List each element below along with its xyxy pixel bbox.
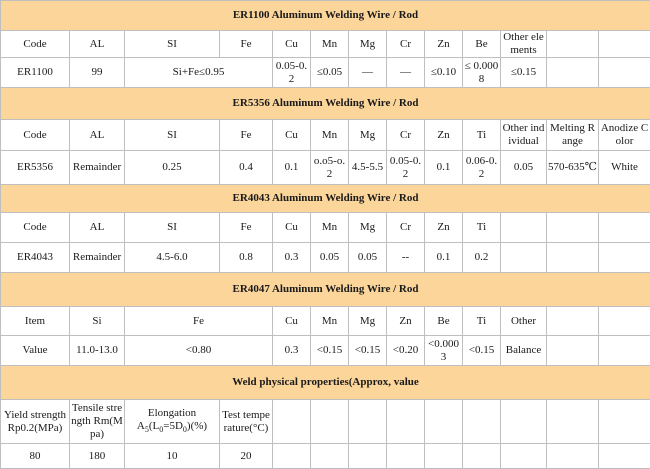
header-cell: Mg [349, 213, 387, 243]
value-cell: 0.05 [311, 243, 349, 273]
value-cell: Value [1, 336, 70, 366]
header-cell: AL [70, 120, 125, 151]
empty-cell [547, 243, 599, 273]
value-cell: 0.4 [220, 151, 273, 185]
header-cell: Mg [349, 120, 387, 151]
header-cell: Fe [220, 213, 273, 243]
weld-value-row [1, 444, 650, 469]
value-cell: 80 [1, 444, 70, 469]
header-cell: Other individual [501, 120, 547, 151]
er5356-section-title: ER5356 Aluminum Welding Wire / Rod [1, 88, 650, 120]
er1100-value-row [1, 58, 650, 88]
er4047-header-row [1, 307, 650, 336]
header-cell elongation-header [125, 400, 220, 444]
empty-cell [463, 400, 501, 444]
header-cell: Cr [387, 31, 425, 58]
empty-cell [547, 444, 599, 469]
header-cell: Fe [220, 120, 273, 151]
value-cell: 99 [70, 58, 125, 88]
empty-cell [273, 400, 311, 444]
header-cell: Mn [311, 120, 349, 151]
header-cell: SI [125, 31, 220, 58]
elongation-formula: $A_5(L_0=5D_0)(\%)$ [137, 420, 207, 432]
value-cell: -- [387, 243, 425, 273]
empty-cell [599, 213, 650, 243]
header-cell: Code [1, 120, 70, 151]
header-cell: Cu [273, 120, 311, 151]
header-cell: Code [1, 213, 70, 243]
empty-cell [547, 307, 599, 336]
header-cell: Be [425, 307, 463, 336]
empty-cell [547, 58, 599, 88]
header-cell: Mg [349, 307, 387, 336]
value-cell: — [387, 58, 425, 88]
value-cell: 20 [220, 444, 273, 469]
weld-title-row [1, 366, 650, 400]
value-cell: <0.15 [349, 336, 387, 366]
empty-cell [599, 400, 650, 444]
value-cell: <0.15 [463, 336, 501, 366]
header-cell: Zn [425, 213, 463, 243]
empty-cell [349, 400, 387, 444]
er4043-title-row [1, 185, 650, 213]
er5356-header-row [1, 120, 650, 151]
value-cell: 0.1 [273, 151, 311, 185]
header-cell: Zn [425, 31, 463, 58]
value-cell: Remainder [70, 243, 125, 273]
value-cell: White [599, 151, 650, 185]
empty-cell [311, 444, 349, 469]
header-cell: Zn [425, 120, 463, 151]
value-cell: 0.3 [273, 243, 311, 273]
header-cell: Cr [387, 120, 425, 151]
er1100-section-title: ER1100 Aluminum Welding Wire / Rod [1, 1, 650, 31]
empty-cell [547, 213, 599, 243]
header-cell: SI [125, 120, 220, 151]
header-cell: Si [70, 307, 125, 336]
value-cell: — [349, 58, 387, 88]
header-cell: Tensile strength Rm(Mpa) [70, 400, 125, 444]
value-cell: ≤0.15 [501, 58, 547, 88]
header-cell: Zn [387, 307, 425, 336]
header-cell: Be [463, 31, 501, 58]
value-cell: 4.5-5.5 [349, 151, 387, 185]
header-cell: Cu [273, 213, 311, 243]
header-cell: Other [501, 307, 547, 336]
empty-cell [547, 336, 599, 366]
value-cell: <0.15 [311, 336, 349, 366]
header-cell: Mn [311, 213, 349, 243]
weld-section-title: Weld physical properties(Approx, value [1, 366, 650, 400]
value-cell: 0.05 [501, 151, 547, 185]
empty-cell [463, 444, 501, 469]
empty-cell [599, 444, 650, 469]
header-cell: Test temperature(°C) [220, 400, 273, 444]
er4043-value-row [1, 243, 650, 273]
er5356-title-row [1, 88, 650, 120]
value-cell: 0.05 [349, 243, 387, 273]
header-cell: Yield strength Rp0.2(MPa) [1, 400, 70, 444]
header-cell: Code [1, 31, 70, 58]
empty-cell [501, 243, 547, 273]
value-cell: 180 [70, 444, 125, 469]
value-cell: 0.05-0.2 [387, 151, 425, 185]
empty-cell [387, 444, 425, 469]
value-cell: 4.5-6.0 [125, 243, 220, 273]
value-cell: 10 [125, 444, 220, 469]
value-cell: <0.0003 [425, 336, 463, 366]
empty-cell [273, 444, 311, 469]
value-cell: ≤0.10 [425, 58, 463, 88]
header-cell: Fe [125, 307, 273, 336]
er4047-title-row [1, 273, 650, 307]
er4047-value-row [1, 336, 650, 366]
value-cell: 0.06-0.2 [463, 151, 501, 185]
value-cell: Si+Fe≤0.95 [125, 58, 273, 88]
value-cell: ER4043 [1, 243, 70, 273]
value-cell: Balance [501, 336, 547, 366]
header-cell: Ti [463, 120, 501, 151]
empty-cell [547, 400, 599, 444]
value-cell: 0.25 [125, 151, 220, 185]
er4047-section-title: ER4047 Aluminum Welding Wire / Rod [1, 273, 650, 307]
value-cell: 0.05-0.2 [273, 58, 311, 88]
value-cell: ≤0.05 [311, 58, 349, 88]
value-cell: 0.2 [463, 243, 501, 273]
header-cell: Ti [463, 213, 501, 243]
empty-cell [547, 31, 599, 58]
empty-cell [501, 213, 547, 243]
er4043-section-title: ER4043 Aluminum Welding Wire / Rod [1, 185, 650, 213]
empty-cell [425, 400, 463, 444]
header-cell: Cr [387, 213, 425, 243]
value-cell: <0.80 [125, 336, 273, 366]
value-cell: ER1100 [1, 58, 70, 88]
value-cell: ER5356 [1, 151, 70, 185]
header-cell: Fe [220, 31, 273, 58]
empty-cell [501, 444, 547, 469]
header-cell: Item [1, 307, 70, 336]
empty-cell [599, 31, 650, 58]
header-cell: Mn [311, 307, 349, 336]
header-cell: Ti [463, 307, 501, 336]
value-cell: ≤ 0.0008 [463, 58, 501, 88]
empty-cell [349, 444, 387, 469]
value-cell: 0.8 [220, 243, 273, 273]
value-cell: o.o5-o.2 [311, 151, 349, 185]
value-cell: Remainder [70, 151, 125, 185]
header-cell: AL [70, 213, 125, 243]
header-cell: SI [125, 213, 220, 243]
empty-cell [599, 243, 650, 273]
empty-cell [599, 307, 650, 336]
header-cell: Other elements [501, 31, 547, 58]
empty-cell [311, 400, 349, 444]
value-cell: 0.1 [425, 243, 463, 273]
empty-cell [387, 400, 425, 444]
empty-cell [425, 444, 463, 469]
header-cell: Anodize Color [599, 120, 650, 151]
empty-cell [599, 336, 650, 366]
er1100-header-row [1, 31, 650, 58]
value-cell: 0.1 [425, 151, 463, 185]
value-cell: 0.3 [273, 336, 311, 366]
er4043-header-row [1, 213, 650, 243]
header-cell: Cu [273, 307, 311, 336]
er1100-title-row [1, 1, 650, 31]
header-cell: Mg [349, 31, 387, 58]
empty-cell [501, 400, 547, 444]
empty-cell [599, 58, 650, 88]
header-cell: Cu [273, 31, 311, 58]
value-cell: 11.0-13.0 [70, 336, 125, 366]
header-cell: Melting Range [547, 120, 599, 151]
value-cell: 570-635℃ [547, 151, 599, 185]
header-cell: AL [70, 31, 125, 58]
er5356-value-row [1, 151, 650, 185]
elongation-label: Elongation [148, 407, 196, 419]
weld-header-row [1, 400, 650, 444]
value-cell: <0.20 [387, 336, 425, 366]
header-cell: Mn [311, 31, 349, 58]
